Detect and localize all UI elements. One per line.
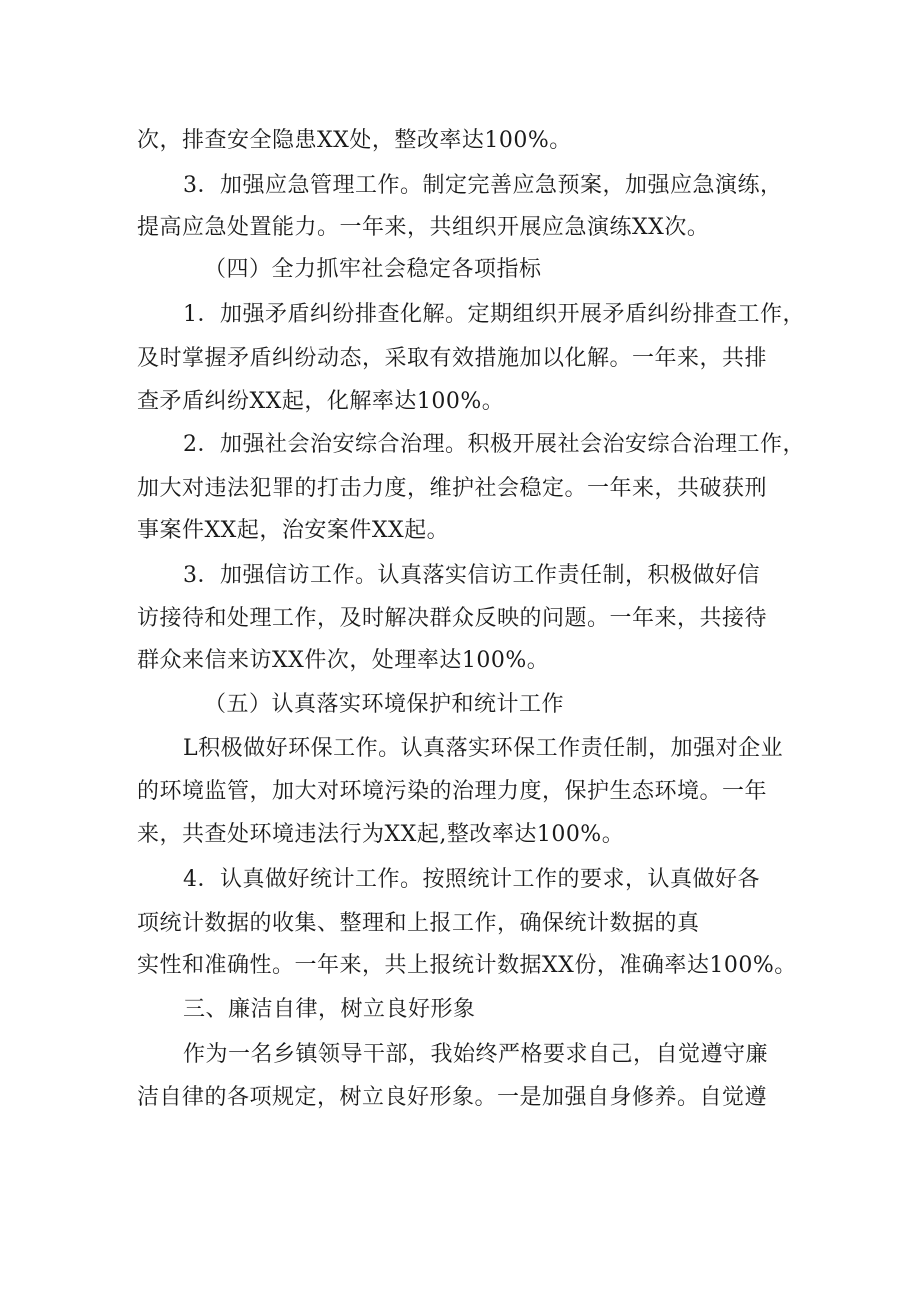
text-line: 作为一名乡镇领导干部，我始终严格要求自己，自觉遵守廉: [183, 1042, 769, 1067]
text-line: 4．认真做好统计工作。按照统计工作的要求，认真做好各: [183, 867, 760, 892]
text-line: 及时掌握矛盾纠纷动态，采取有效措施加以化解。一年来，共排: [137, 346, 768, 371]
text-line: 2．加强社会治安综合治理。积极开展社会治安综合治理工作，: [183, 432, 805, 457]
text-line: 的环境监管，加大对环境污染的治理力度，保护生态环境。一年: [137, 779, 768, 804]
section-heading: （四）全力抓牢社会稳定各项指标: [204, 257, 542, 282]
text-line: 群众来信来访XX件次，处理率达100%。: [137, 648, 550, 673]
text-line: 实性和准确性。一年来，共上报统计数据XX份，准确率达100%。: [137, 953, 797, 978]
section-heading: （五）认真落实环境保护和统计工作: [204, 692, 565, 717]
text-line: 3．加强信访工作。认真落实信访工作责任制，积极做好信: [183, 563, 760, 588]
text-line: 1．加强矛盾纠纷排查化解。定期组织开展矛盾纠纷排查工作，: [183, 302, 805, 327]
text-line: 事案件XX起，治安案件XX起。: [137, 518, 450, 543]
section-heading: 三、廉洁自律，树立良好形象: [183, 997, 476, 1022]
text-line: 洁自律的各项规定，树立良好形象。一是加强自身修养。自觉遵: [137, 1085, 768, 1110]
text-line: 提高应急处置能力。一年来，共组织开展应急演练XX次。: [137, 215, 710, 240]
text-line: 3．加强应急管理工作。制定完善应急预案，加强应急演练，: [183, 173, 783, 198]
text-line: 次，排查安全隐患XX处，整改率达100%。: [137, 128, 572, 153]
text-line: 来，共查处环境违法行为XX起,整改率达100%。: [137, 822, 625, 847]
text-line: 加大对违法犯罪的打击力度，维护社会稳定。一年来，共破获刑: [137, 476, 768, 501]
text-line: 查矛盾纠纷XX起，化解率达100%。: [137, 389, 505, 414]
text-line: 项统计数据的收集、整理和上报工作，确保统计数据的真: [137, 911, 700, 936]
text-line: L积极做好环保工作。认真落实环保工作责任制，加强对企业: [183, 736, 784, 761]
text-line: 访接待和处理工作，及时解决群众反映的问题。一年来，共接待: [137, 606, 768, 631]
